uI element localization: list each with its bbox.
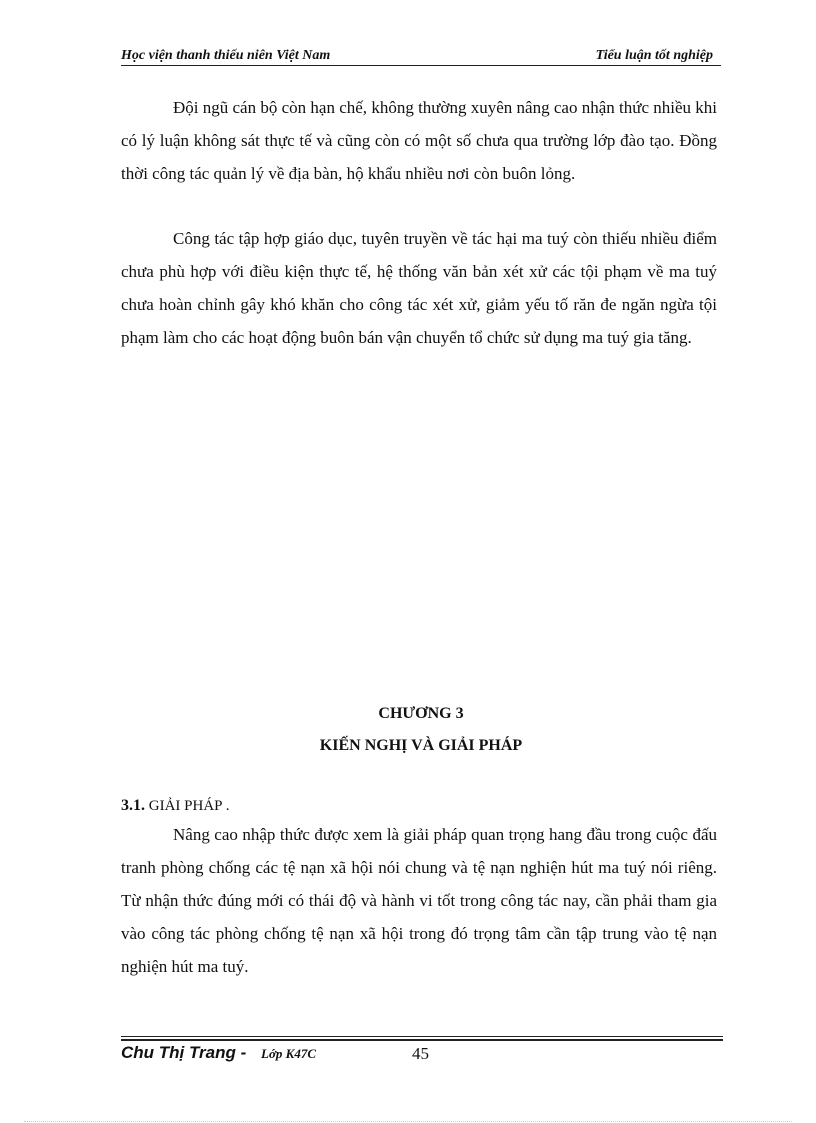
footer-rule-thin <box>121 1036 723 1037</box>
chapter-title: KIẾN NGHỊ VÀ GIẢI PHÁP <box>319 737 523 754</box>
section-number: 3.1. <box>121 797 145 814</box>
page-number: 45 <box>412 1044 429 1063</box>
page-header <box>121 48 721 66</box>
page-footer <box>121 1043 721 1067</box>
body-paragraph-1: Đội ngũ cán bộ còn hạn chế, không thường xuyên nâng cao nhận thức nhiều khi có lý luận không sát thực tế và cũng còn có một số chưa qua trường lớp đào tạo. Đồng thời công tác quản lý về địa bàn, hộ khẩu nhiều nơi còn buôn lỏng. <box>121 98 717 183</box>
footer-author: Chu Thị Trang - <box>121 1043 247 1062</box>
section-title: GIẢI PHÁP . <box>148 798 230 814</box>
body-paragraph-3: Nâng cao nhập thức được xem là giải pháp quan trọng hang đầu trong cuộc đấu tranh phòng chống các tệ nạn xã hội nói chung và tệ nạn nghiện hút ma tuý nói riêng. Từ nhận thức đúng mới có thái độ và hành vi tốt trong công tác nay, cần phải tham gia vào công tác phòng chống tệ nạn xã hội trong đó trọng tâm cần tập trung vào tệ nạn nghiện hút ma tuý. <box>121 825 717 976</box>
chapter-number: CHƯƠNG 3 <box>378 705 464 722</box>
footer-class: Lớp K47C <box>261 1046 317 1061</box>
section-heading <box>121 797 229 815</box>
page-bottom-divider <box>24 1121 792 1122</box>
header-document-type: Tiểu luận tốt nghiệp <box>595 48 713 63</box>
header-institution: Học viện thanh thiếu niên Việt Nam <box>121 48 331 63</box>
footer-rule-thick <box>121 1039 723 1041</box>
body-paragraph-2: Công tác tập hợp giáo dục, tuyên truyền về tác hại ma tuý còn thiếu nhiều điểm chưa phù hợp với điều kiện thực tế, hệ thống văn bản xét xử các tội phạm về ma tuý chưa hoàn chỉnh gây khó khăn cho công tác xét xử, giảm yếu tố răn đe ngăn ngừa tội phạm làm cho các hoạt động buôn bán vận chuyển tổ chức sử dụng ma tuý gia tăng. <box>121 229 717 347</box>
